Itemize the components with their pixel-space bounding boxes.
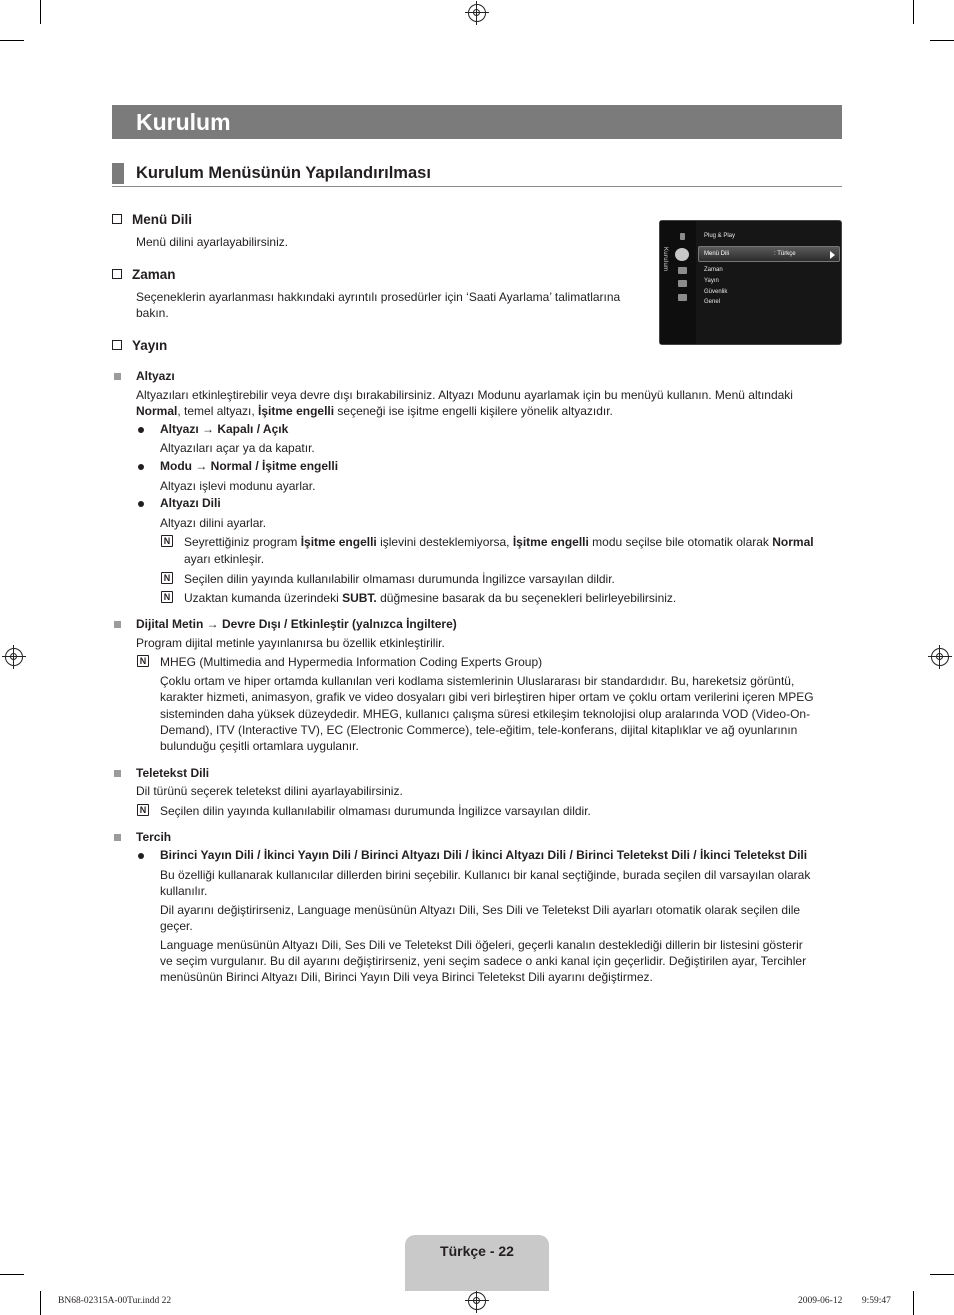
section-heading-text: Kurulum Menüsünün Yapılandırılması	[136, 164, 431, 182]
square-bullet-icon	[114, 834, 121, 841]
zaman-text-line1: Seçeneklerin ayarlanması hakkındaki ayrıntılı prosedürler için ‘Saati Ayarlama’ talimatlarına	[136, 290, 621, 304]
checkbox-bullet-icon	[112, 340, 122, 350]
page-number-tab	[405, 1235, 549, 1291]
dijital-heading-text: Dijital Metin → Devre Dışı / Etkinleştir (yalnızca İngiltere)	[136, 617, 457, 631]
tv-menu-sidebar	[660, 221, 696, 344]
altyazi-note-3	[163, 590, 677, 606]
text-run: Seyrettiğiniz program	[184, 535, 301, 549]
channel-icon	[678, 267, 687, 274]
tercih-para-b-line2: geçer.	[160, 919, 193, 933]
dijital-paragraph-line4: Demand), ITV (Interactive TV), EC (Electronic Commerce), tele-eğitim, tele-konferans, dijital kitaplıklar ve ağ oyunlarının	[160, 723, 798, 737]
tercih-para-c-line1: Language menüsünün Altyazı Dili, Ses Dili ve Teletekst Dili öğeleri, geçerli kanalın desteklediği dillerin bir listesini gösterir	[160, 938, 803, 952]
note-icon: N	[161, 535, 173, 547]
tercih-para-a-line1: Bu özelliği kullanarak kullanıcılar dillerden birini seçebilir. Kullanıcı bir kanal seçtiğinde, burada seçilen dil varsayılan olarak	[160, 868, 811, 882]
picture-icon	[680, 233, 685, 240]
registration-mark-icon	[931, 648, 949, 666]
menu-dili-text: Menü dilini ayarlayabilirsiniz.	[136, 235, 289, 249]
altyazi-note-2	[163, 571, 615, 587]
crop-mark	[913, 1291, 914, 1315]
note-text: Seçilen dilin yayında kullanılabilir olmaması durumunda İngilizce varsayılan dildir.	[160, 804, 591, 818]
tercih-heading	[136, 830, 171, 844]
altyazi-line1: Altyazıları etkinleştirebilir veya devre dışı bırakabilirsiniz. Altyazı Modunu ayarlamak için bu menüyü kullanın. Menü altındaki	[136, 388, 793, 402]
crop-mark	[0, 40, 24, 41]
tv-menu-side-label: Kurulum	[662, 247, 668, 272]
note-text: MHEG (Multimedia and Hypermedia Information Coding Experts Group)	[160, 655, 543, 669]
section-heading-bar	[112, 163, 124, 184]
text-run: modu seçilse bile otomatik olarak	[588, 535, 773, 549]
bullet-dot-icon	[138, 427, 144, 433]
dijital-note	[139, 654, 543, 670]
tv-menu-screenshot	[659, 220, 842, 345]
bold-run: Normal	[772, 535, 814, 549]
bullet-title: Altyazı Dili	[160, 496, 221, 510]
tv-menu-selected-label: Menü Dili	[704, 251, 730, 257]
altyazi-bullet-3	[160, 496, 221, 510]
tercih-para-b-line1: Dil ayarını değiştirirseniz, Language menüsünün Altyazı Dili, Ses Dili ve Teletekst Dili ayarları otomatik olarak seçilen dile	[160, 903, 801, 917]
note-icon: N	[161, 572, 173, 584]
input-icon	[678, 280, 687, 287]
text-run: Uzaktan kumanda üzerindeki	[184, 591, 343, 605]
teletekst-text: Dil türünü seçerek teletekst dilini ayarlayabilirsiniz.	[136, 784, 403, 798]
yayin-heading	[112, 338, 167, 353]
tercih-bullet	[160, 848, 807, 862]
bold-isitme-engelli: İşitme engelli	[258, 404, 335, 418]
altyazi-bullet-1	[160, 422, 288, 436]
teletekst-note	[139, 803, 591, 819]
square-bullet-icon	[114, 770, 121, 777]
bold-subt: SUBT.	[342, 591, 377, 605]
page-number: Türkçe - 22	[440, 1243, 514, 1259]
altyazi-heading	[136, 369, 175, 383]
altyazi-note-1	[163, 534, 814, 550]
altyazi-line2	[136, 403, 613, 419]
text-run: düğmesine basarak da bu seçenekleri belirleyebilirsiniz.	[376, 591, 677, 605]
dijital-paragraph-line5: bulunduğu çeşitli ortamlara uygulanır.	[160, 739, 359, 753]
timestamp-slug: 2009-06-12 ￿￿ 9:59:47	[798, 1296, 891, 1306]
tv-menu-selected-value: : Türkçe	[774, 251, 796, 257]
support-icon	[678, 294, 687, 301]
text-run: işlevini desteklemiyorsa,	[376, 535, 513, 549]
registration-mark-icon	[468, 1292, 486, 1310]
altyazi-bullet-1-text: Altyazıları açar ya da kapatır.	[160, 441, 315, 455]
tercih-heading-text: Tercih	[136, 830, 172, 844]
checkbox-bullet-icon	[112, 269, 122, 279]
menu-dili-heading-text: Menü Dili	[132, 212, 192, 227]
setup-gear-icon	[675, 248, 689, 261]
bold-normal: Normal	[136, 404, 178, 418]
dijital-paragraph-line1: Çoklu ortam ve hiper ortamda kullanılan veri kodlama sistemlerinin Uluslararası bir standardıdır. Bu, hareketsiz görüntü,	[160, 674, 795, 688]
square-bullet-icon	[114, 373, 121, 380]
crop-mark	[930, 1274, 954, 1275]
bullet-dot-icon	[138, 853, 144, 859]
altyazi-note-1-line2: ayarı etkinleşir.	[184, 552, 265, 566]
text-run: , temel altyazı,	[177, 404, 259, 418]
tv-menu-item-menu-dili[interactable]	[698, 246, 840, 262]
crop-mark	[913, 0, 914, 24]
tercih-para-c-line2: ve seçim vurgulanır. Bu dil ayarını değiştirirseniz, yeni seçim sadece o anki kanal için geçerlidir. Değiştirilen ayar, Tercihler	[160, 954, 807, 968]
crop-mark	[40, 0, 41, 24]
dijital-paragraph-line2: karakter hizmeti, animasyon, grafik ve video dosyaları gibi veri birleştiren hiper ortam ve çoklu ortam verilerini içeren MPEG	[160, 690, 814, 704]
altyazi-bullet-2-text: Altyazı işlevi modunu ayarlar.	[160, 479, 316, 493]
registration-mark-icon	[468, 4, 486, 22]
altyazi-bullet-3-text: Altyazı dilini ayarlar.	[160, 516, 267, 530]
checkbox-bullet-icon	[112, 214, 122, 224]
file-name-slug: BN68-02315A-00Tur.indd 22	[58, 1296, 172, 1306]
note-icon: N	[137, 804, 149, 816]
tv-menu-item-plug-play[interactable]: Plug & Play	[704, 233, 736, 239]
text-run: seçeneği ise işitme engelli kişilere yönelik altyazıdır.	[334, 404, 613, 418]
zaman-heading	[112, 267, 176, 282]
tercih-para-c-line3: menüsünün Birinci Altyazı Dili, Birinci Yayın Dili veya Birinci Teletekst Dili ayarını değiştirmez.	[160, 970, 653, 984]
crop-mark	[0, 1274, 24, 1275]
bullet-title: Altyazı → Kapalı / Açık	[160, 422, 289, 436]
altyazi-bullet-2	[160, 459, 338, 473]
tv-menu-item-guvenlik[interactable]: Güvenlik	[704, 289, 728, 295]
bold-run: İşitme engelli	[512, 535, 589, 549]
dijital-paragraph-line3: sisteminden daha yüksek düzeydedir. MHEG, kullanıcı çalışma süresi etkileşim teknolojisi olup aralarında VOD (Video-On-	[160, 707, 811, 721]
teletekst-heading	[136, 766, 209, 780]
tv-menu-item-zaman[interactable]: Zaman	[704, 267, 723, 273]
altyazi-heading-text: Altyazı	[136, 369, 175, 383]
zaman-text-line2: bakın.	[136, 306, 169, 320]
tv-menu-item-genel[interactable]: Genel	[704, 299, 721, 305]
bullet-dot-icon	[138, 501, 144, 507]
note-icon: N	[137, 655, 149, 667]
bullet-title: Modu → Normal / İşitme engelli	[160, 459, 339, 473]
bullet-title: Birinci Yayın Dili / İkinci Yayın Dili / Birinci Altyazı Dili / İkinci Altyazı Dili / Birinci Teletekst Dili / İkinci Teletekst Dili	[160, 848, 808, 862]
note-icon: N	[161, 591, 173, 603]
crop-mark	[930, 40, 954, 41]
bold-run: İşitme engelli	[300, 535, 377, 549]
dijital-text: Program dijital metinle yayınlanırsa bu özellik etkinleştirilir.	[136, 636, 445, 650]
menu-dili-heading	[112, 212, 192, 227]
tv-menu-item-yayin[interactable]: Yayın	[704, 278, 719, 284]
dijital-metin-heading	[136, 617, 457, 631]
teletekst-heading-text: Teletekst Dili	[136, 766, 210, 780]
registration-mark-icon	[5, 648, 23, 666]
page-title: Kurulum	[112, 105, 842, 139]
zaman-heading-text: Zaman	[132, 267, 176, 282]
square-bullet-icon	[114, 621, 121, 628]
note-text: Seçilen dilin yayında kullanılabilir olmaması durumunda İngilizce varsayılan dildir.	[184, 572, 615, 586]
yayin-heading-text: Yayın	[132, 338, 168, 353]
arrow-right-icon	[830, 251, 835, 259]
crop-mark	[40, 1291, 41, 1315]
section-heading	[112, 163, 842, 187]
tercih-para-a-line2: kullanılır.	[160, 884, 208, 898]
bullet-dot-icon	[138, 464, 144, 470]
